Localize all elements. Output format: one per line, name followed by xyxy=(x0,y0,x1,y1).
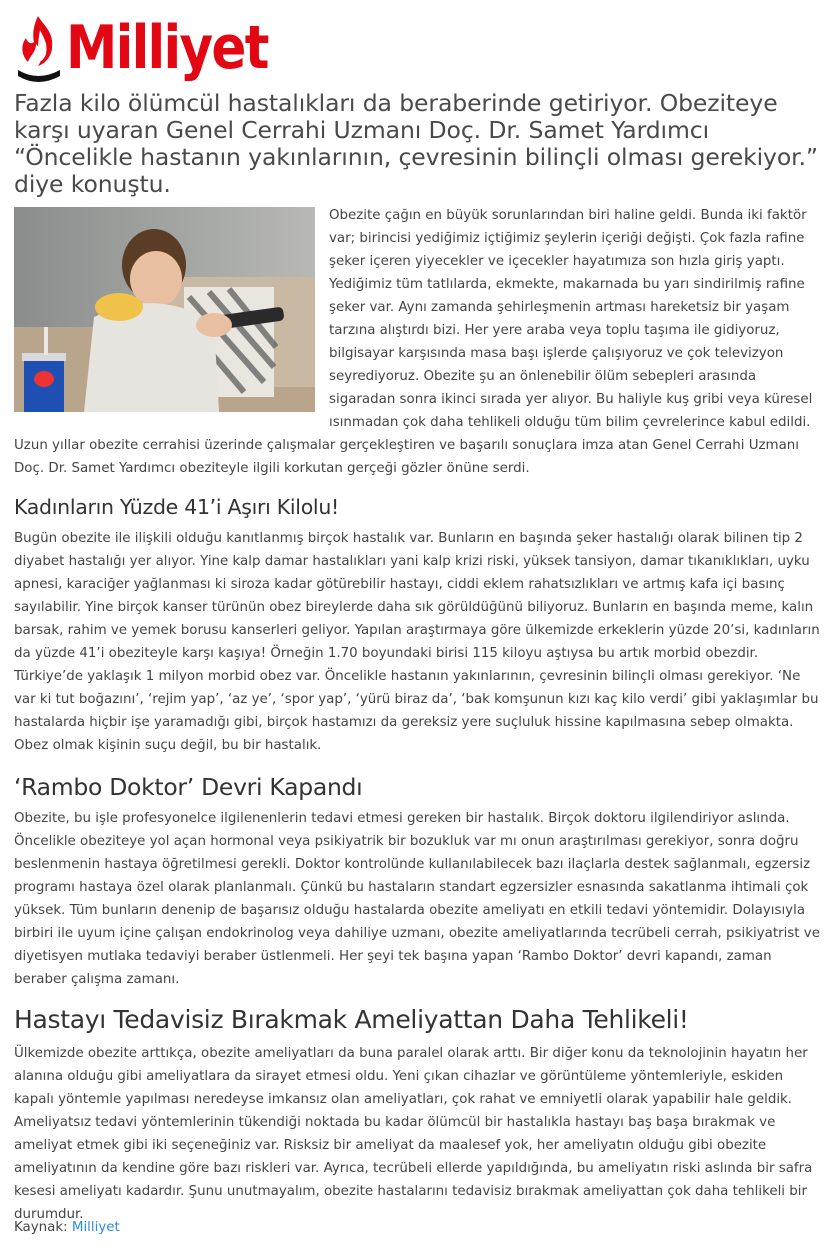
section-heading-2: ‘Rambo Doktor’ Devri Kapandı xyxy=(14,773,363,801)
flame-icon xyxy=(14,12,64,84)
article-source xyxy=(14,1216,120,1239)
source-link[interactable]: Milliyet xyxy=(71,1220,120,1235)
section-paragraph-3: Ülkemizde obezite arttıkça, obezite ameliyatları da buna paralel olarak arttı. Bir diğer konu da teknolojinin hayatın her alanına olduğu gibi ameliyatlara da sirayet etmesi oldu. Yeni çıkan cihazlar ve görüntüleme yöntemleriyle, eskiden kapalı yöntemle yapılması neredeyse imkansız olan ameliyatları, çok rahat ve emniyetli olarak yapabilir hale geldik. Ameliyatsız tedavi yöntemlerinin tükendiği noktada bu kadar ölümcül bir hastalıkla hastayı baş başa bırakmak ve ameliyat etmek gibi iki seçeneğiniz var. Risksiz bir ameliyat da maalesef yok, her ameliyatın olduğu gibi obezite ameliyatının da kendine göre bazı riskleri var. Ayrıca, tecrübeli ellerde yapıldığında, bu ameliyatın riski aslında bir safra kesesi ameliyatı kadardır. Şunu unutmayalım, obezite hastalarını tedavisiz bırakmak ameliyattan çok daha tehlikeli bir durumdur. xyxy=(14,1046,813,1222)
image-spacer xyxy=(14,204,315,414)
milliyet-logo[interactable] xyxy=(14,12,334,84)
intro-paragraph: Obezite çağın en büyük sorunlarından biri haline geldi. Bunda iki faktör var; birincisi yediğimiz içtiğimiz şeylerin içeriği değişti. Çok fazla rafine şeker içeren yiyecekler ve içecekler hayatımıza son hızla giriş yaptı. Yediğimiz tüm tatlılarda, ekmekte, makarnada bu yarı sindirilmiş rafine şeker var. Aynı zamanda şehirleşmenin artması hareketsiz bir yaşam tarzına alıştırdı bizi. Her yere araba veya toplu taşıma ile gidiyoruz, bilgisayar karşısında masa başı işlerde çalışıyoruz ve çok televizyon seyrediyoruz. Obezite şu an önlenebilir ölüm sebepleri arasında sigaradan sonra ikinci sırada yer alıyor. Bu haliyle kuş gribi veya küresel ısınmadan çok daha tehlikeli olduğu tüm bilim çevrelerince kabul edildi. Uzun yıllar obezite cerrahisi üzerinde çalışmalar gerçekleştiren ve başarılı sonuçlara imza atan Genel Cerrahi Uzmanı Doç. Dr. Samet Yardımcı obeziteyle ilgili korkutan gerçeği gözler önüne serdi. xyxy=(14,208,813,476)
source-label: Kaynak: xyxy=(14,1220,68,1235)
logo-wordmark: Milliyet xyxy=(66,13,268,83)
article-intro xyxy=(14,204,822,480)
section-paragraph-1: Bugün obezite ile ilişkili olduğu kanıtlanmış birçok hastalık var. Bunların en başında şeker hastalığı olarak bilinen tip 2 diyabet hastalığı yer alıyor. Yine kalp damar hastalıkları yani kalp krizi riski, yüksek tansiyon, damar tıkanıklıkları, uyku apnesi, karaciğer yağlanması ki siroza kadar götürebilir hastayı, ciddi eklem rahatsızlıkları ve artmış kafa içi basınç sayılabilir. Yine birçok kanser türünün obez bireylerde daha sık görüldüğünü biliyoruz. Bunların en başında meme, kalın barsak, rahim ve yemek borusu kanserleri geliyor. Yapılan araştırmaya göre ülkemizde erkeklerin yüzde 20’si, kadınların da yüzde 41’i obeziteyle karşı kaşıya! Örneğin 1.70 boyundaki birisi 115 kiloyu aştıysa bu artık morbid obezdir. Türkiye’de yaklaşık 1 milyon morbid obez var. Öncelikle hastanın yakınlarının, çevresinin bilinçli olması gerekiyor. ‘Ne var ki tut boğazını’, ‘rejim yap’, ‘az ye’, ‘spor yap’, ‘yürü biraz da’, ‘bak komşunun kızı kaç kilo verdi’ gibi yaklaşımlar bu hastalarda hiçbir işe yaramadığı gibi, birçok hastamızı da gereksiz yere suçluluk hissine kapılmasına sebep olmakta. Obez olmak kişinin suçu değil, bu bir hastalık. xyxy=(14,531,820,753)
section-paragraph-2: Obezite, bu işle profesyonelce ilgilenenlerin tedavi etmesi gereken bir hastalık. Birçok doktoru ilgilendiriyor aslında. Öncelikle obeziteye yol açan hormonal veya psikiyatrik bir bozukluk var mı onun araştırılması gerekiyor, sonra doğru beslenmenin hastaya öğretilmesi gerekli. Doktor kontrolünde kullanılabilecek bazı ilaçlarla destek sağlanmalı, egzersiz programı hastaya özel olarak planlanmalı. Çünkü bu hastaların standart egzersizler esnasında sakatlanma ihtimali çok yüksek. Tüm bunların denenip de başarısız olduğu hastalarda obezite ameliyatı en etkili tedavi yöntemidir. Dolayısıyla birbiri ile uyum içine çalışan endokrinolog veya dahiliye uzmanı, obezite ameliyatlarında tecrübeli cerrah, psikiyatrist ve diyetisyen mutlaka tedaviyi beraber üstlenmeli. Her şeyi tek başına yapan ‘Rambo Doktor’ devri kapandı, zaman beraber çalışma zamanı. xyxy=(14,811,820,987)
section-heading-1: Kadınların Yüzde 41’i Aşırı Kilolu! xyxy=(14,495,339,519)
section-heading-3: Hastayı Tedavisiz Bırakmak Ameliyattan Daha Tehlikeli! xyxy=(14,1005,689,1034)
article-lead: Fazla kilo ölümcül hastalıkları da beraberinde getiriyor. Obeziteye karşı uyaran Genel Cerrahi Uzmanı Doç. Dr. Samet Yardımcı “Öncelikle hastanın yakınlarının, çevresinin bilinçli olması gerekiyor.” diye konuştu. xyxy=(14,89,818,198)
